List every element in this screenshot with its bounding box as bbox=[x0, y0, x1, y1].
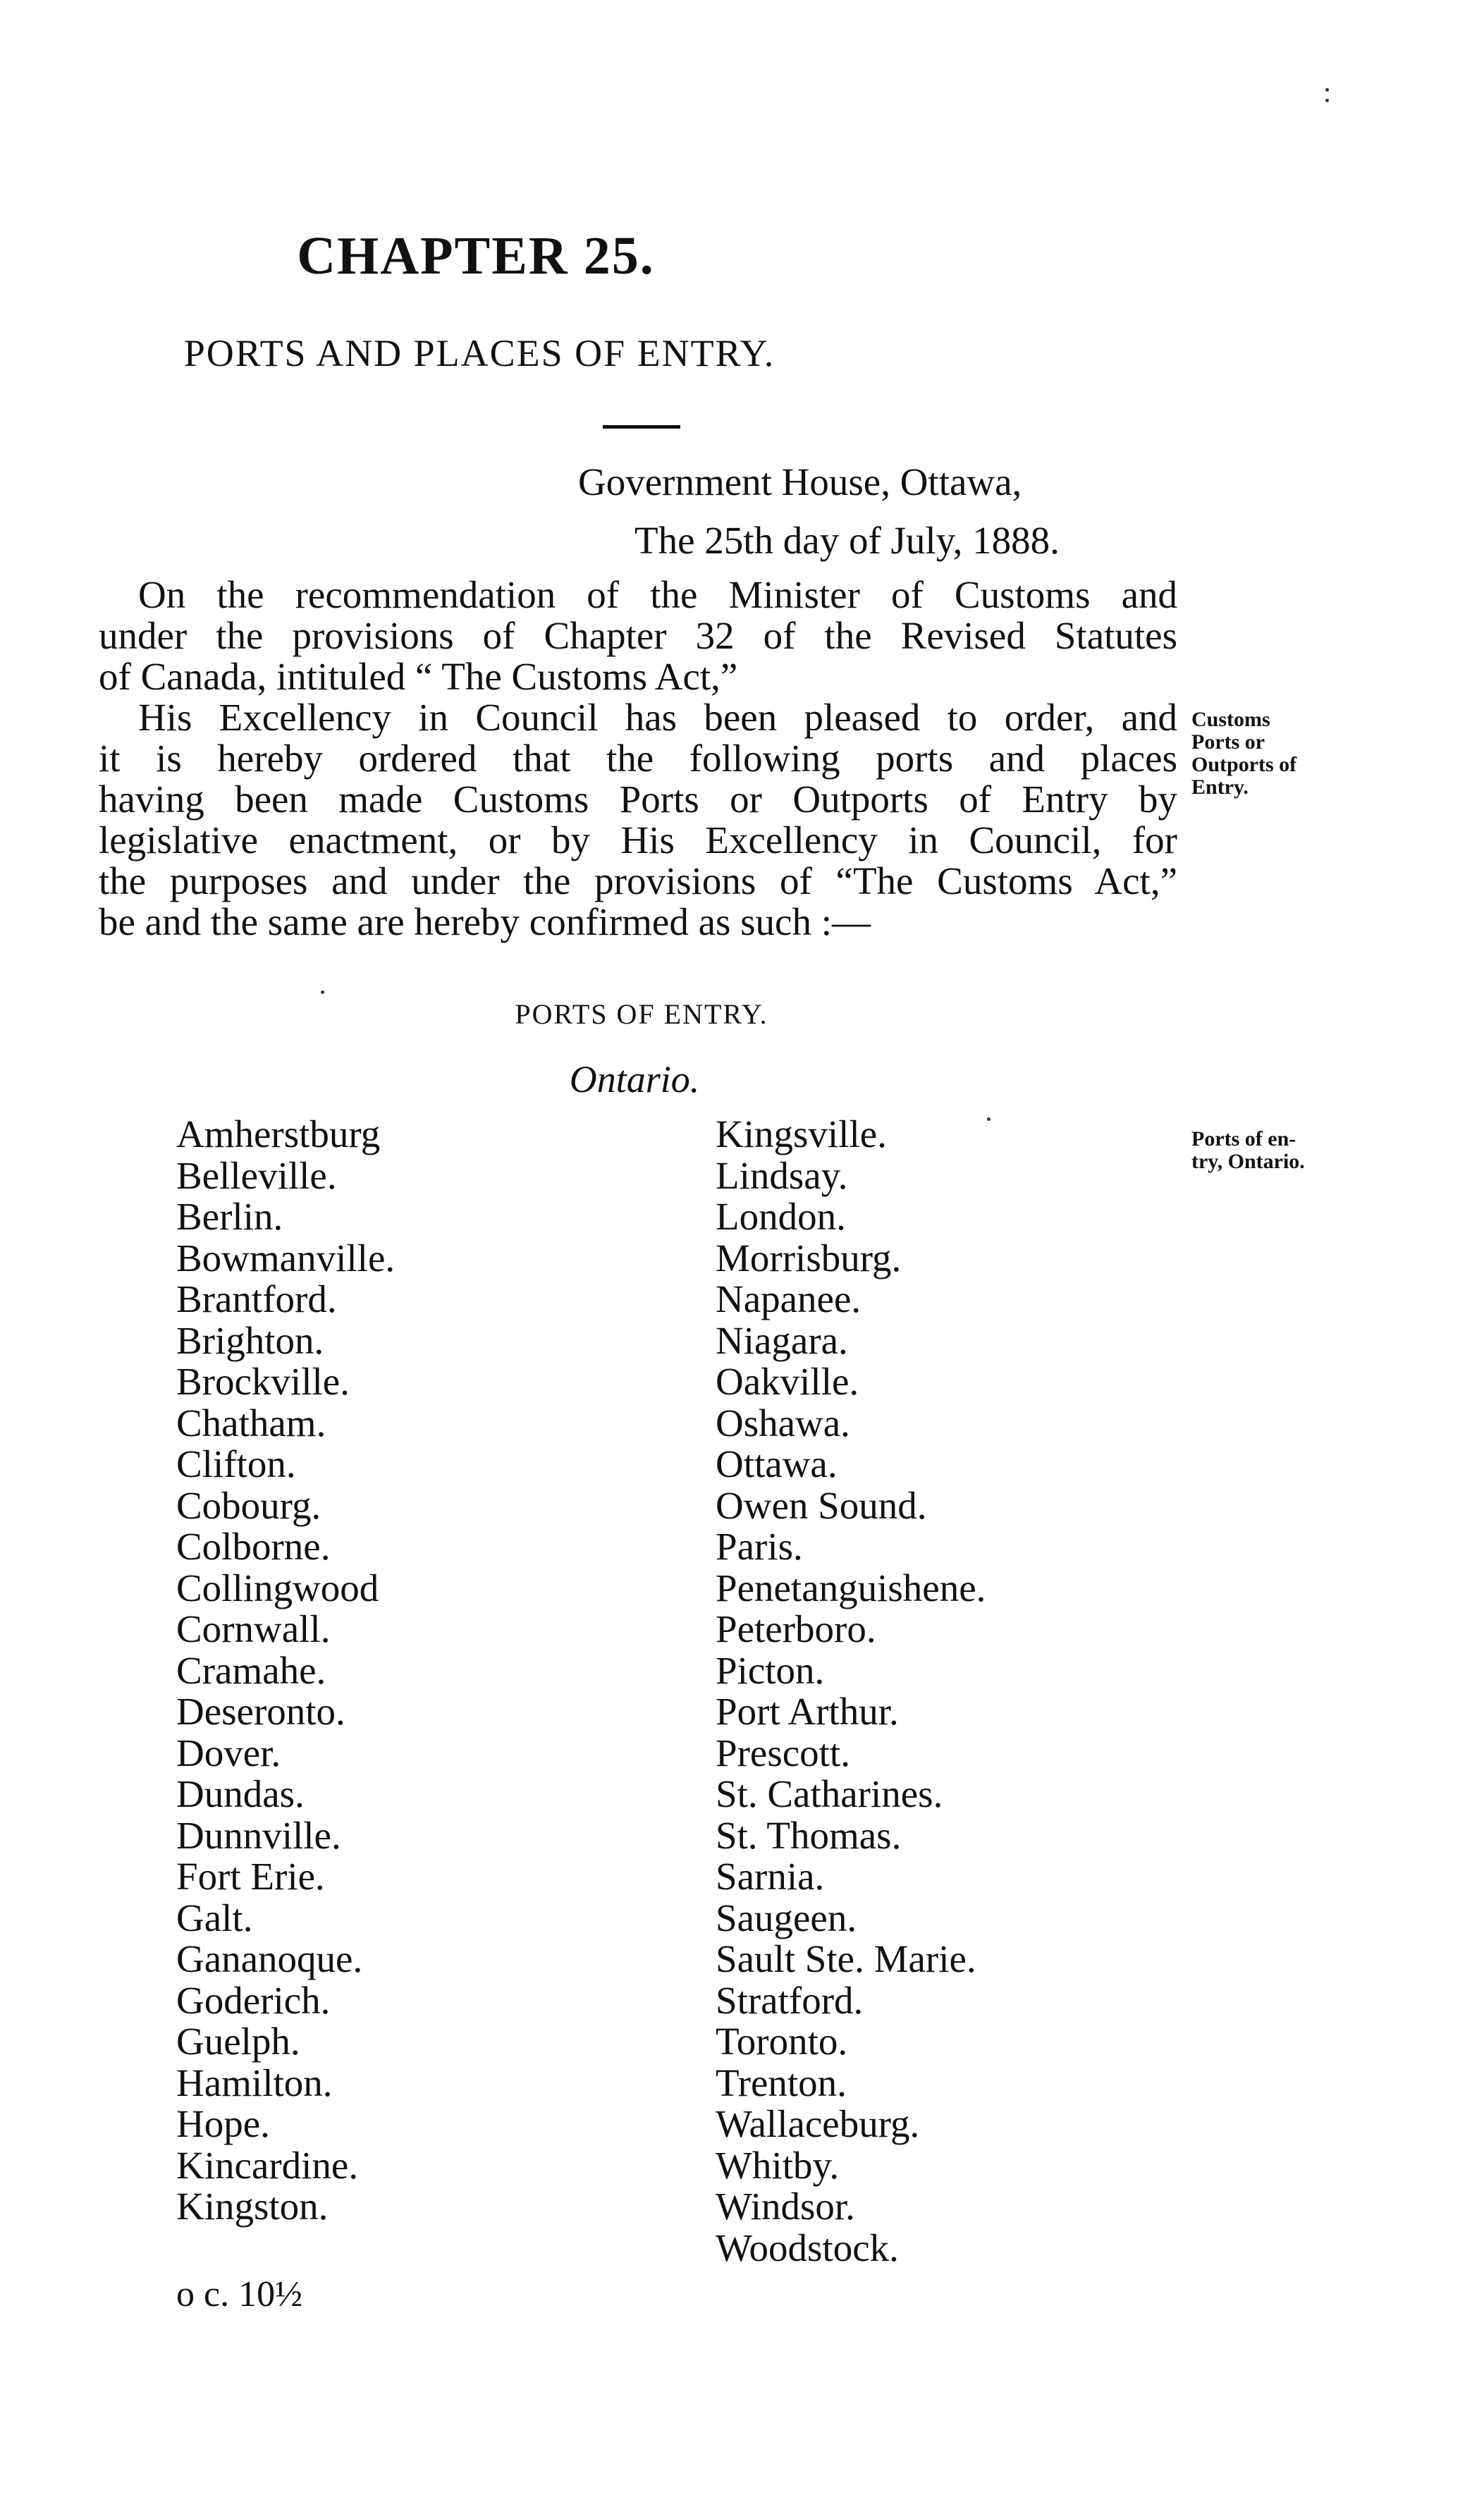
port-name: Napanee. bbox=[716, 1277, 861, 1320]
port-name: Guelph. bbox=[176, 2020, 300, 2063]
order-paragraph bbox=[99, 575, 1177, 943]
port-name: Whitby. bbox=[716, 2143, 840, 2187]
margin-note-ports-ontario: Ports of en- try, Ontario. bbox=[1191, 1127, 1305, 1173]
port-name: Brockville. bbox=[176, 1360, 350, 1403]
port-name: Chatham. bbox=[176, 1401, 326, 1444]
port-name: Oakville. bbox=[716, 1360, 859, 1403]
port-name: Berlin. bbox=[176, 1195, 283, 1238]
port-name: Paris. bbox=[716, 1525, 803, 1568]
port-name: St. Catharines. bbox=[716, 1772, 943, 1815]
port-name: Niagara. bbox=[716, 1318, 848, 1362]
port-name: Owen Sound. bbox=[716, 1483, 927, 1527]
port-name: Port Arthur. bbox=[716, 1690, 899, 1733]
paragraph-line: it is hereby ordered that the following ports and places bbox=[99, 737, 1177, 780]
port-name: Stratford. bbox=[716, 1978, 864, 2022]
port-name: Clifton. bbox=[176, 1442, 296, 1485]
paragraph-line: the purposes and under the provisions of “The Customs Act,” bbox=[99, 859, 1177, 902]
port-name: Lindsay. bbox=[716, 1153, 848, 1197]
port-name: Colborne. bbox=[176, 1525, 331, 1568]
port-name: Dundas. bbox=[176, 1772, 305, 1815]
port-name: Saugeen. bbox=[716, 1896, 857, 1939]
port-name: Ottawa. bbox=[716, 1442, 838, 1485]
paragraph-line: having been made Customs Ports or Outports of Entry by bbox=[99, 778, 1177, 821]
port-name: Windsor. bbox=[716, 2185, 855, 2228]
paragraph-line: His Excellency in Council has been pleased to order, and bbox=[138, 696, 1177, 739]
port-name: Cornwall. bbox=[176, 1607, 331, 1650]
port-name: Fort Erie. bbox=[176, 1855, 325, 1898]
port-name: Brighton. bbox=[176, 1318, 324, 1362]
port-name: Morrisburg. bbox=[716, 1236, 902, 1280]
port-name: Kincardine. bbox=[176, 2143, 359, 2187]
margin-note-customs: Customs Ports or Outports of Entry. bbox=[1191, 708, 1297, 799]
port-name: Peterboro. bbox=[716, 1607, 876, 1650]
port-name: Kingston. bbox=[176, 2185, 329, 2228]
ports-list-right bbox=[716, 1114, 986, 2269]
port-name: Wallaceburg. bbox=[716, 2102, 920, 2145]
port-name: Hope. bbox=[176, 2102, 270, 2145]
port-name: Cramahe. bbox=[176, 1648, 326, 1692]
signature-mark: o c. 10½ bbox=[176, 2274, 303, 2314]
title-rule bbox=[603, 425, 680, 429]
paragraph-line: under the provisions of Chapter 32 of the Revised Statutes bbox=[99, 614, 1177, 657]
port-name: Sault Ste. Marie. bbox=[716, 1937, 976, 1980]
port-name: Dunnville. bbox=[176, 1813, 341, 1857]
port-name: Toronto. bbox=[716, 2020, 848, 2063]
paragraph-line: On the recommendation of the Minister of Customs and bbox=[138, 573, 1177, 616]
port-name: Belleville. bbox=[176, 1153, 337, 1197]
port-name: Sarnia. bbox=[716, 1855, 825, 1898]
paragraph-line: be and the same are hereby confirmed as such :— bbox=[99, 900, 871, 943]
port-name: Hamilton. bbox=[176, 2061, 333, 2104]
port-name: Cobourg. bbox=[176, 1483, 321, 1527]
port-name: Kingsville. bbox=[716, 1112, 887, 1155]
port-name: Amherstburg bbox=[176, 1112, 381, 1155]
port-name: Brantford. bbox=[176, 1277, 337, 1320]
section-heading: PORTS OF ENTRY. bbox=[515, 998, 768, 1030]
port-name: Picton. bbox=[716, 1648, 825, 1692]
dateline-date: The 25th day of July, 1888. bbox=[634, 519, 1060, 562]
port-name: St. Thomas. bbox=[716, 1813, 902, 1857]
port-name: Deseronto. bbox=[176, 1690, 345, 1733]
chapter-subtitle: PORTS AND PLACES OF ENTRY. bbox=[183, 332, 775, 374]
port-name: Woodstock. bbox=[716, 2226, 899, 2269]
chapter-title: CHAPTER 25. bbox=[297, 226, 655, 286]
port-name: Dover. bbox=[176, 1731, 281, 1774]
region-heading: Ontario. bbox=[569, 1058, 700, 1100]
port-name: Trenton. bbox=[716, 2061, 847, 2104]
port-name: Collingwood bbox=[176, 1566, 379, 1609]
port-name: London. bbox=[716, 1195, 846, 1238]
port-name: Oshawa. bbox=[716, 1401, 850, 1444]
paragraph-line: of Canada, intituled “ The Customs Act,” bbox=[99, 655, 738, 698]
port-name: Prescott. bbox=[716, 1731, 850, 1774]
ports-list-left bbox=[176, 1114, 395, 2228]
paragraph-line: legislative enactment, or by His Excellency in Council, for bbox=[99, 818, 1177, 861]
port-name: Bowmanville. bbox=[176, 1236, 395, 1280]
port-name: Galt. bbox=[176, 1896, 253, 1939]
port-name: Penetanguishene. bbox=[716, 1566, 986, 1609]
dateline-place: Government House, Ottawa, bbox=[578, 460, 1022, 503]
port-name: Goderich. bbox=[176, 1978, 331, 2022]
port-name: Gananoque. bbox=[176, 1937, 363, 1980]
print-speck bbox=[1325, 88, 1329, 92]
print-speck bbox=[1325, 99, 1329, 102]
print-speck bbox=[987, 1117, 991, 1121]
print-speck bbox=[321, 990, 324, 994]
